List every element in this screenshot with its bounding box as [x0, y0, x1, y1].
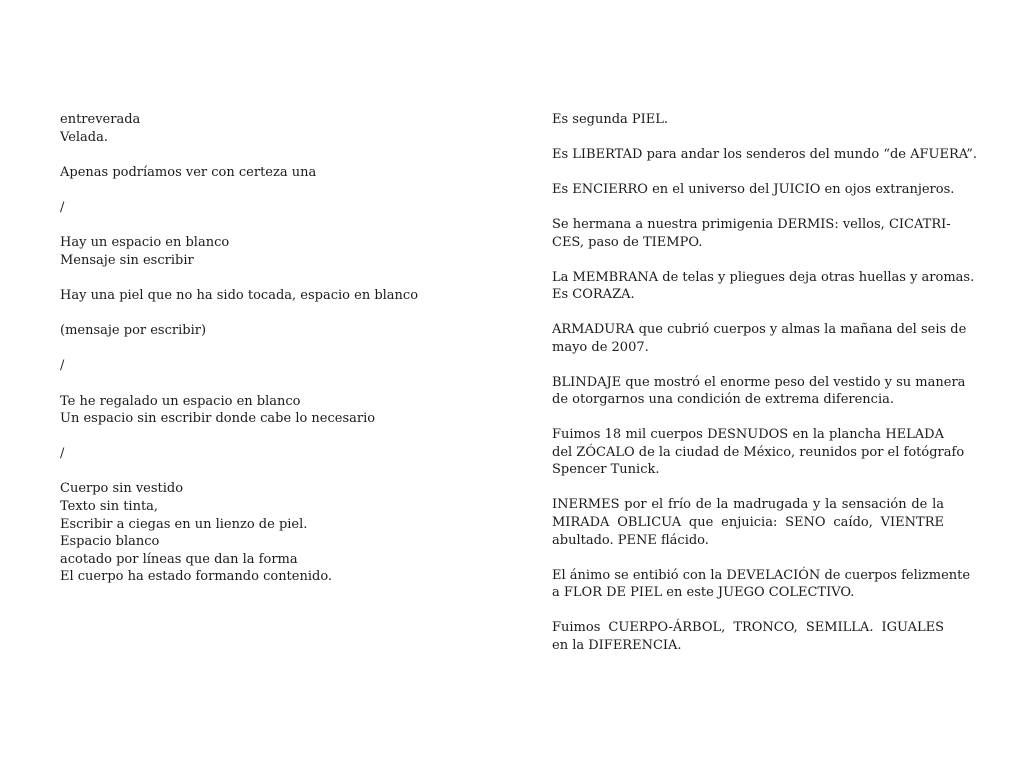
verse-line: Espacio blanco: [60, 534, 160, 550]
paragraph-line: Es CORAZA.: [552, 287, 635, 303]
right-page-text: [552, 111, 978, 672]
verse-line: (mensaje por escribir): [60, 323, 207, 339]
prose-paragraph: [552, 181, 955, 199]
paragraph-line: El ánimo se entibió con la DEVELACIÓN de cuerpos felizmente: [552, 567, 971, 583]
blank-line: [60, 375, 480, 393]
section-separator: /: [60, 199, 65, 215]
paragraph-line: Fuimos 18 mil cuerpos DESNUDOS en la plancha HELADA: [552, 427, 944, 443]
prose-paragraph: [552, 567, 971, 602]
verse-line: Cuerpo sin vestido: [60, 481, 184, 497]
paragraph-line: BLINDAJE que mostró el enorme peso del vestido y su manera: [552, 374, 966, 390]
verse-line: Escribir a ciegas en un lienzo de piel.: [60, 516, 308, 532]
paragraph-line: INERMES por el frío de la madrugada y la sensación de la: [552, 497, 944, 513]
verse-line: Hay un espacio en blanco: [60, 235, 230, 251]
blank-line: [60, 146, 480, 164]
verse-line: Te he regalado un espacio en blanco: [60, 393, 301, 409]
paragraph-line: ARMADURA que cubrió cuerpos y almas la mañana del seis de: [552, 322, 967, 338]
paragraph-line: Es segunda PIEL.: [552, 112, 669, 127]
blank-line: [60, 217, 480, 235]
blank-line: [60, 428, 480, 446]
paragraph-line: de otorgarnos una condición de extrema diferencia.: [552, 392, 894, 408]
prose-paragraph: [552, 321, 967, 356]
paragraph-line: Spencer Tunick.: [552, 462, 660, 478]
paragraph-line: MIRADA OBLICUA que enjuicia: SENO caído, VIENTRE: [552, 515, 944, 531]
prose-paragraph: [552, 216, 951, 251]
verse-line: Mensaje sin escribir: [60, 252, 194, 268]
verse-line: Un espacio sin escribir donde cabe lo necesario: [60, 411, 376, 427]
paragraph-line: abultado. PENE flácido.: [552, 532, 709, 548]
prose-paragraph: [552, 426, 965, 479]
blank-line: [60, 340, 480, 358]
paragraph-line: Fuimos CUERPO-ÁRBOL, TRONCO, SEMILLA. IGUALES: [552, 620, 944, 636]
prose-paragraph: [552, 619, 944, 654]
verse-line: Hay una piel que no ha sido tocada, espacio en blanco: [60, 287, 419, 303]
paragraph-line: La MEMBRANA de telas y pliegues deja otras huellas y aromas.: [552, 269, 975, 285]
verse-line: acotado por líneas que dan la forma: [60, 551, 298, 567]
verse-line: Texto sin tinta,: [60, 499, 159, 515]
paragraph-line: Es ENCIERRO en el universo del JUICIO en ojos extranjeros.: [552, 181, 955, 197]
paragraph-line: CES, paso de TIEMPO.: [552, 234, 703, 250]
paragraph-line: mayo de 2007.: [552, 339, 649, 355]
verse-line: Apenas podríamos ver con certeza una: [60, 164, 317, 180]
blank-line: [60, 463, 480, 481]
paragraph-line: a FLOR DE PIEL en este JUEGO COLECTIVO.: [552, 585, 855, 601]
verse-line: entreverada: [60, 112, 141, 127]
paragraph-line: Es LIBERTAD para andar los senderos del mundo “de AFUERA”.: [552, 146, 978, 162]
section-separator: /: [60, 446, 65, 462]
prose-paragraph: [552, 146, 978, 164]
paragraph-line: del ZÓCALO de la ciudad de México, reunidos por el fotógrafo: [552, 444, 965, 460]
prose-paragraph: [552, 374, 966, 409]
left-page-text: [60, 111, 480, 586]
prose-paragraph: [552, 496, 944, 549]
prose-paragraph: [552, 111, 944, 129]
blank-line: [60, 269, 480, 287]
verse-line: Velada.: [60, 129, 109, 145]
paragraph-line: Se hermana a nuestra primigenia DERMIS: vellos, CICATRI-: [552, 216, 951, 232]
verse-line: El cuerpo ha estado formando contenido.: [60, 569, 333, 585]
prose-paragraph: [552, 269, 975, 304]
blank-line: [60, 181, 480, 199]
blank-line: [60, 305, 480, 323]
section-separator: /: [60, 358, 65, 374]
paragraph-line: en la DIFERENCIA.: [552, 637, 682, 653]
